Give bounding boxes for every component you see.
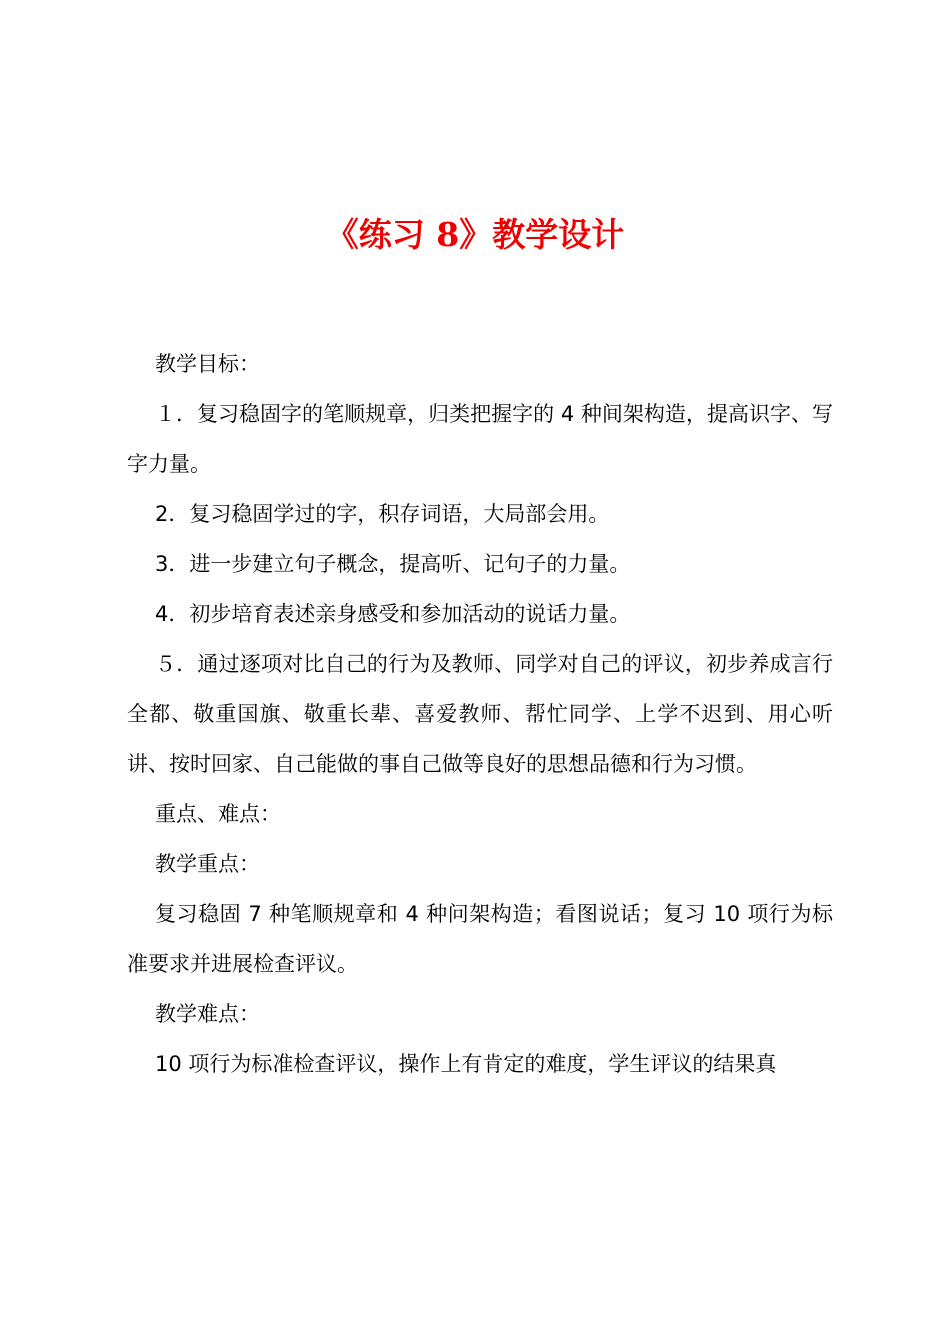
objective-item-5: ５．通过逐项对比自己的行为及教师、同学对自己的评议，初步养成言行全都、敬重国旗、敬重长辈、喜爱教师、帮忙同学、上学不迟到、用心听讲、按时回家、自己能做的事自己做等良好的思想品德和行为习惯。 — [127, 652, 833, 776]
teaching-focus-text: 复习稳固 7 种笔顺规章和 4 种问架构造；看图说话；复习 10 项行为标准要求并进展检查评议。 — [127, 902, 833, 976]
section-heading-key-points: 重点、难点： — [155, 802, 281, 826]
subheading-teaching-focus: 教学重点： — [155, 852, 260, 876]
objective-item-2: 2．复习稳固学过的字，积存词语，大局部会用。 — [155, 502, 610, 526]
document-body — [127, 339, 833, 1089]
teaching-difficulty-text: 10 项行为标准检查评议，操作上有肯定的难度，学生评议的结果真 — [155, 1052, 777, 1076]
subheading-teaching-difficulty: 教学难点： — [155, 1002, 260, 1026]
section-heading-objectives: 教学目标： — [155, 352, 260, 376]
objective-item-4: 4．初步培育表述亲身感受和参加活动的说话力量。 — [155, 602, 631, 626]
document-title: 《练习 8》教学设计 — [325, 215, 625, 254]
objective-item-3: 3．进一步建立句子概念，提高听、记句子的力量。 — [155, 552, 631, 576]
objective-item-1: １．复习稳固字的笔顺规章，归类把握字的 4 种间架构造，提高识字、写字力量。 — [127, 402, 833, 476]
